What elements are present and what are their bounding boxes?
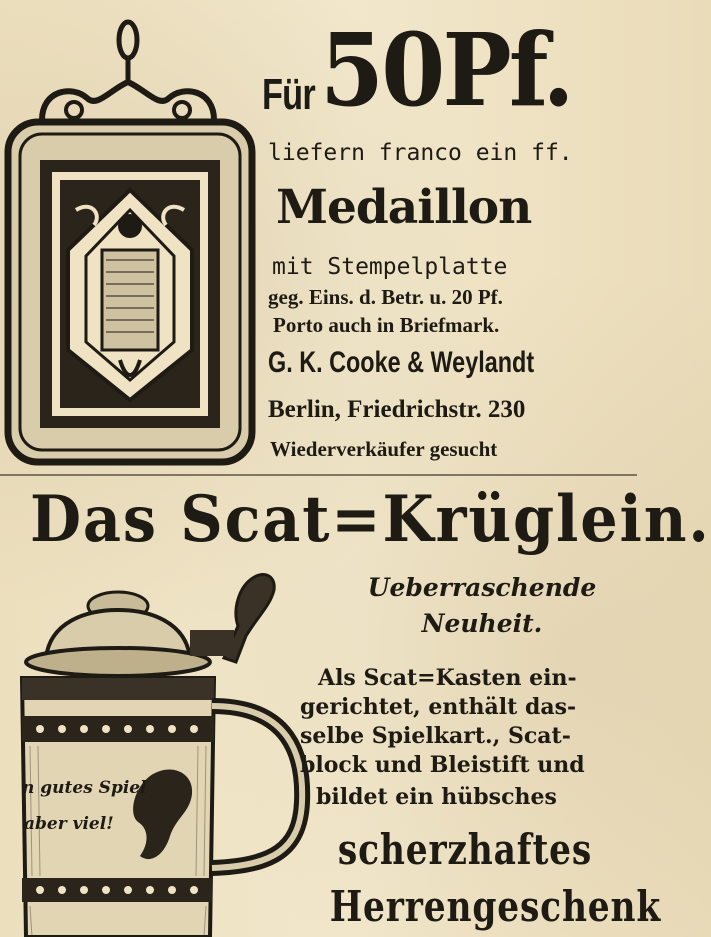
body-line-2: gerichtet, enthält das- — [300, 694, 577, 720]
delivery-line: liefern franco ein ff. — [268, 140, 573, 166]
column-divider — [0, 474, 637, 476]
closing-line-1: scherzhaftes — [337, 825, 593, 874]
scat-headline: Das Scat=Krüglein. — [30, 482, 711, 557]
feature-line: mit Stempelplatte — [272, 254, 508, 280]
product-name: Medaillon — [276, 180, 532, 235]
price-amount: 50Pf. — [319, 11, 572, 129]
scat-advertisement — [0, 478, 711, 937]
stein-inscription-line-2: aber viel! — [24, 814, 114, 834]
subhead-line-2: Neuheit. — [421, 609, 543, 638]
medaillon-advertisement — [0, 0, 637, 472]
firm-name: G. K. Cooke & Weylandt — [268, 346, 535, 379]
price-prefix: Für — [262, 70, 315, 119]
body-line-1: Als Scat=Kasten ein- — [318, 665, 577, 691]
body-line-3: selbe Spielkart., Scat- — [300, 723, 571, 749]
dealer-wanted: Wiederverkäufer gesucht — [270, 437, 498, 461]
body-line-5: bildet ein hübsches — [316, 784, 557, 810]
firm-address: Berlin, Friedrichstr. 230 — [268, 396, 526, 423]
medallion-illustration — [2, 10, 260, 470]
closing-line-2: Herrengeschenk — [329, 882, 662, 931]
price-headline — [262, 11, 632, 132]
stein-inscription-line-1: n gutes Spiel — [22, 778, 147, 798]
postage-line: Porto auch in Briefmark. — [273, 313, 500, 337]
beer-stein-illustration — [0, 566, 312, 937]
subhead-line-1: Ueberraschende — [367, 573, 597, 602]
payment-line: geg. Eins. d. Betr. u. 20 Pf. — [268, 285, 503, 309]
body-line-4: block und Bleistift und — [300, 752, 585, 778]
